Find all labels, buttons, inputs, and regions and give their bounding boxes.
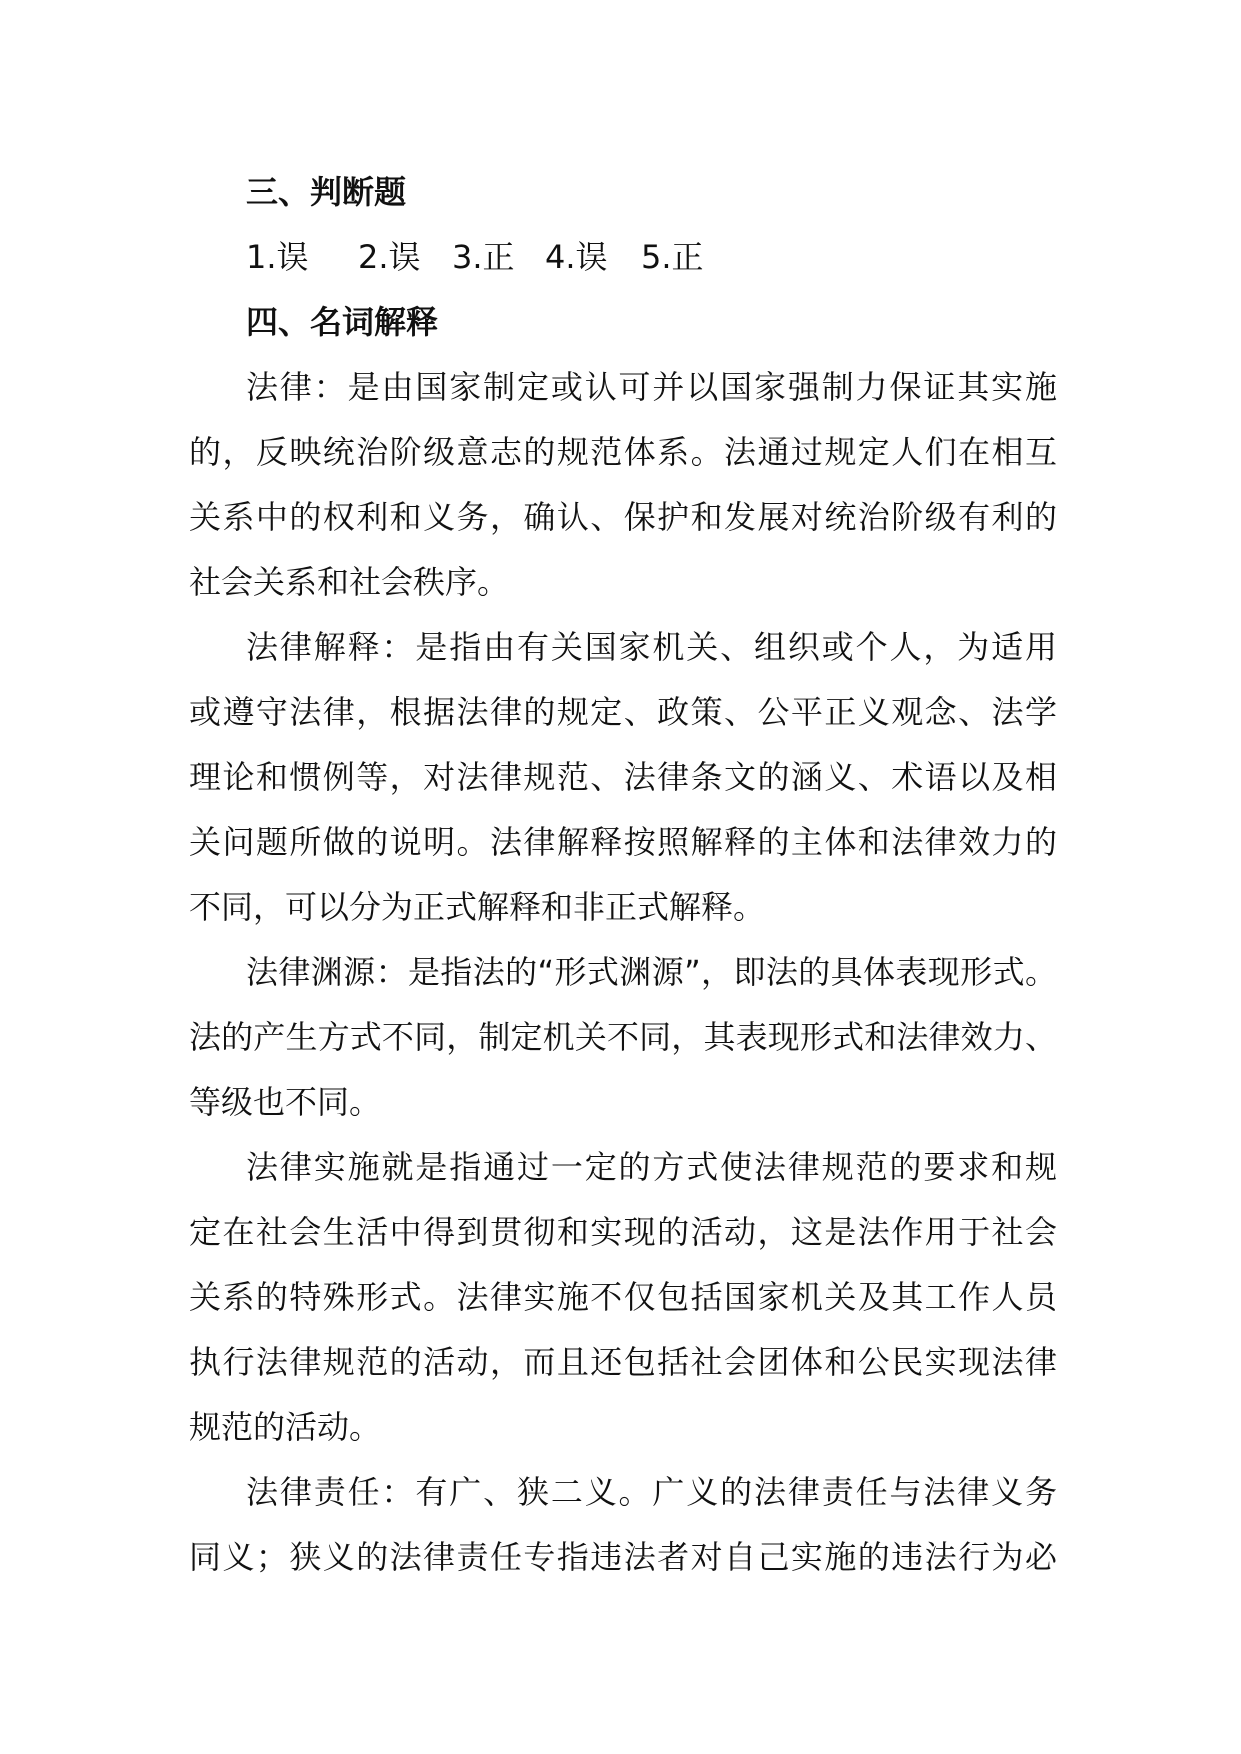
document-page	[189, 160, 1057, 1590]
paragraph-line: 规范的活动。	[189, 1408, 382, 1446]
answer-list	[189, 225, 1057, 290]
paragraph-line: 定在社会生活中得到贯彻和实现的活动，这是法作用于社会	[189, 1213, 1057, 1251]
paragraph-law-implementation	[189, 1135, 1057, 1460]
paragraph-line: 的，反映统治阶级意志的规范体系。法通过规定人们在相互	[189, 433, 1057, 471]
section-heading-judgment: 三、判断题	[246, 173, 407, 211]
paragraph-line: 执行法律规范的活动，而且还包括社会团体和公民实现法律	[189, 1343, 1057, 1381]
answer-item: 5.正	[641, 238, 704, 276]
paragraph-line: 社会关系和社会秩序。	[189, 563, 510, 601]
paragraph-line: 法律：是由国家制定或认可并以国家强制力保证其实施	[246, 368, 1057, 406]
paragraph-legal-interpretation	[189, 615, 1057, 940]
paragraph-line: 理论和惯例等，对法律规范、法律条文的涵义、术语以及相	[189, 758, 1057, 796]
answer-item: 4.误	[545, 238, 608, 276]
paragraph-line: 或遵守法律，根据法律的规定、政策、公平正义观念、法学	[189, 693, 1057, 731]
paragraph-line: 法律责任：有广、狭二义。广义的法律责任与法律义务	[246, 1473, 1057, 1511]
paragraph-legal-sources	[189, 940, 1057, 1135]
answer-item: 1.误	[246, 238, 309, 276]
section-heading-terms: 四、名词解释	[246, 303, 439, 341]
paragraph-line: 法律实施就是指通过一定的方式使法律规范的要求和规	[246, 1148, 1057, 1186]
answer-item: 2.误	[358, 238, 421, 276]
answer-item: 3.正	[452, 238, 515, 276]
paragraph-legal-liability	[189, 1460, 1057, 1590]
paragraph-line: 不同，可以分为正式解释和非正式解释。	[189, 888, 766, 926]
paragraph-law	[189, 355, 1057, 615]
paragraph-line: 法律解释：是指由有关国家机关、组织或个人，为适用	[246, 628, 1057, 666]
paragraph-line: 等级也不同。	[189, 1083, 382, 1121]
paragraph-line: 关系中的权利和义务，确认、保护和发展对统治阶级有利的	[189, 498, 1057, 536]
paragraph-line: 法的产生方式不同，制定机关不同，其表现形式和法律效力、	[189, 1018, 1057, 1056]
paragraph-line: 关问题所做的说明。法律解释按照解释的主体和法律效力的	[189, 823, 1057, 861]
paragraph-line: 同义；狭义的法律责任专指违法者对自己实施的违法行为必	[189, 1538, 1057, 1576]
paragraph-line: 法律渊源：是指法的“形式渊源”，即法的具体表现形式。	[246, 953, 1057, 991]
paragraph-line: 关系的特殊形式。法律实施不仅包括国家机关及其工作人员	[189, 1278, 1057, 1316]
